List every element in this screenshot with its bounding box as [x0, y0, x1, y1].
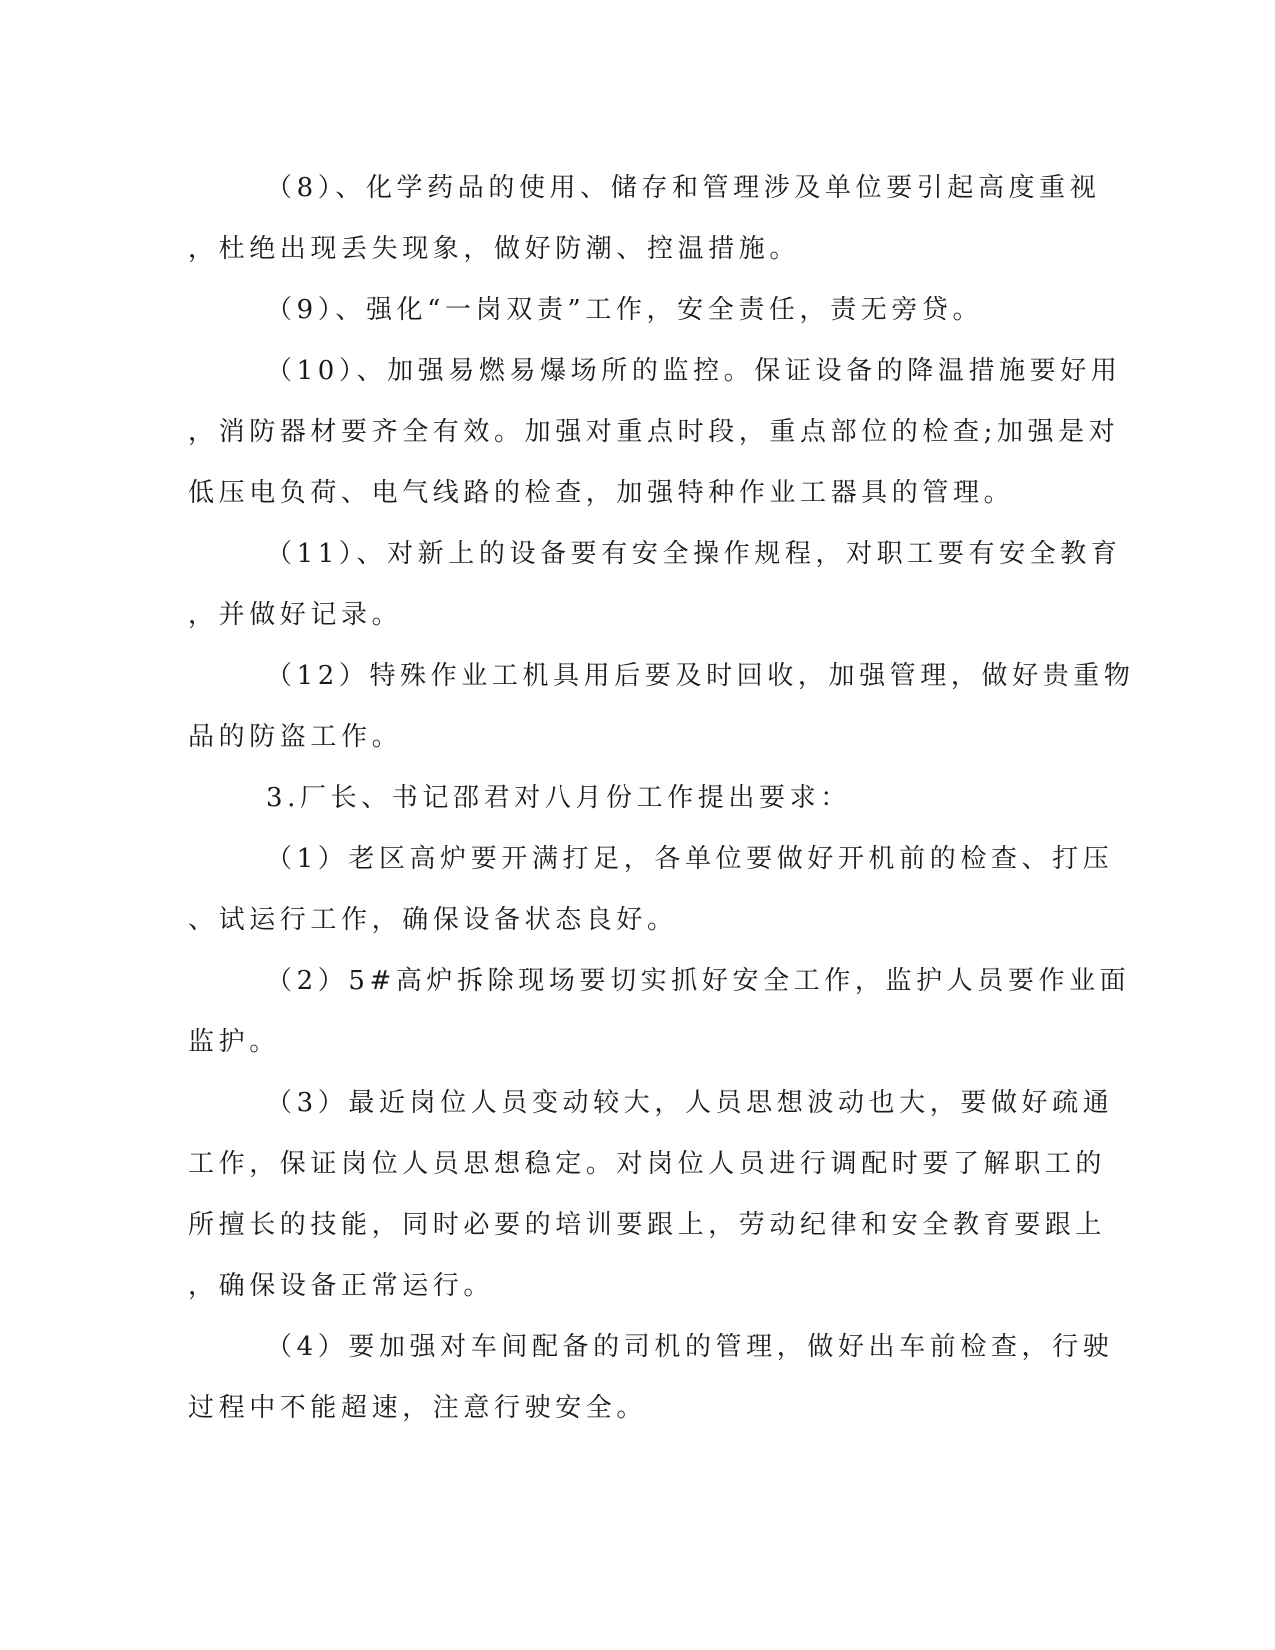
paragraph-line: 监护。 — [188, 1027, 280, 1057]
paragraph-line: ，消防器材要齐全有效。加强对重点时段，重点部位的检查;加强是对 — [188, 417, 1120, 447]
paragraph-line: （10）、加强易燃易爆场所的监控。保证设备的降温措施要好用 — [266, 356, 1122, 386]
paragraph-line: 过程中不能超速，注意行驶安全。 — [188, 1393, 648, 1423]
paragraph-line: 、试运行工作，确保设备状态良好。 — [188, 905, 678, 935]
paragraph-item-8 — [188, 158, 1101, 280]
paragraph-req-4 — [188, 1317, 1114, 1439]
section-heading-3 — [188, 768, 1068, 829]
document-body — [188, 158, 1135, 1439]
paragraph-item-10 — [188, 341, 1122, 524]
paragraph-req-3 — [188, 1073, 1114, 1317]
paragraph-line: （1）老区高炉要开满打足，各单位要做好开机前的检查、打压 — [266, 844, 1114, 874]
paragraph-line: 所擅长的技能，同时必要的培训要跟上，劳动纪律和安全教育要跟上 — [188, 1210, 1107, 1240]
paragraph-line: （3）最近岗位人员变动较大，人员思想波动也大，要做好疏通 — [266, 1088, 1114, 1118]
paragraph-line: （11）、对新上的设备要有安全操作规程，对职工要有安全教育 — [266, 539, 1122, 569]
paragraph-line: （4）要加强对车间配备的司机的管理，做好出车前检查，行驶 — [266, 1332, 1114, 1362]
paragraph-line: （8）、化学药品的使用、储存和管理涉及单位要引起高度重视 — [266, 173, 1101, 203]
paragraph-line: ，杜绝出现丢失现象，做好防潮、控温措施。 — [188, 234, 801, 264]
paragraph-line: 品的防盗工作。 — [188, 722, 403, 752]
paragraph-line: 工作，保证岗位人员思想稳定。对岗位人员进行调配时要了解职工的 — [188, 1149, 1107, 1179]
paragraph-line: ，并做好记录。 — [188, 600, 403, 630]
paragraph-item-11 — [188, 524, 1122, 646]
paragraph-req-2 — [188, 951, 1131, 1073]
paragraph-req-1 — [188, 829, 1114, 951]
paragraph-line: （2）5#高炉拆除现场要切实抓好安全工作，监护人员要作业面 — [266, 966, 1131, 996]
paragraph-line: ，确保设备正常运行。 — [188, 1271, 495, 1301]
paragraph-line: （9）、强化“一岗双责”工作，安全责任，责无旁贷。 — [266, 295, 984, 325]
paragraph-item-12 — [188, 646, 1135, 768]
paragraph-item-9 — [188, 280, 1068, 341]
paragraph-line: （12）特殊作业工机具用后要及时回收，加强管理，做好贵重物 — [266, 661, 1135, 691]
section-heading-line: 3.厂长、书记邵君对八月份工作提出要求： — [266, 783, 851, 813]
paragraph-line: 低压电负荷、电气线路的检查，加强特种作业工器具的管理。 — [188, 478, 1015, 508]
